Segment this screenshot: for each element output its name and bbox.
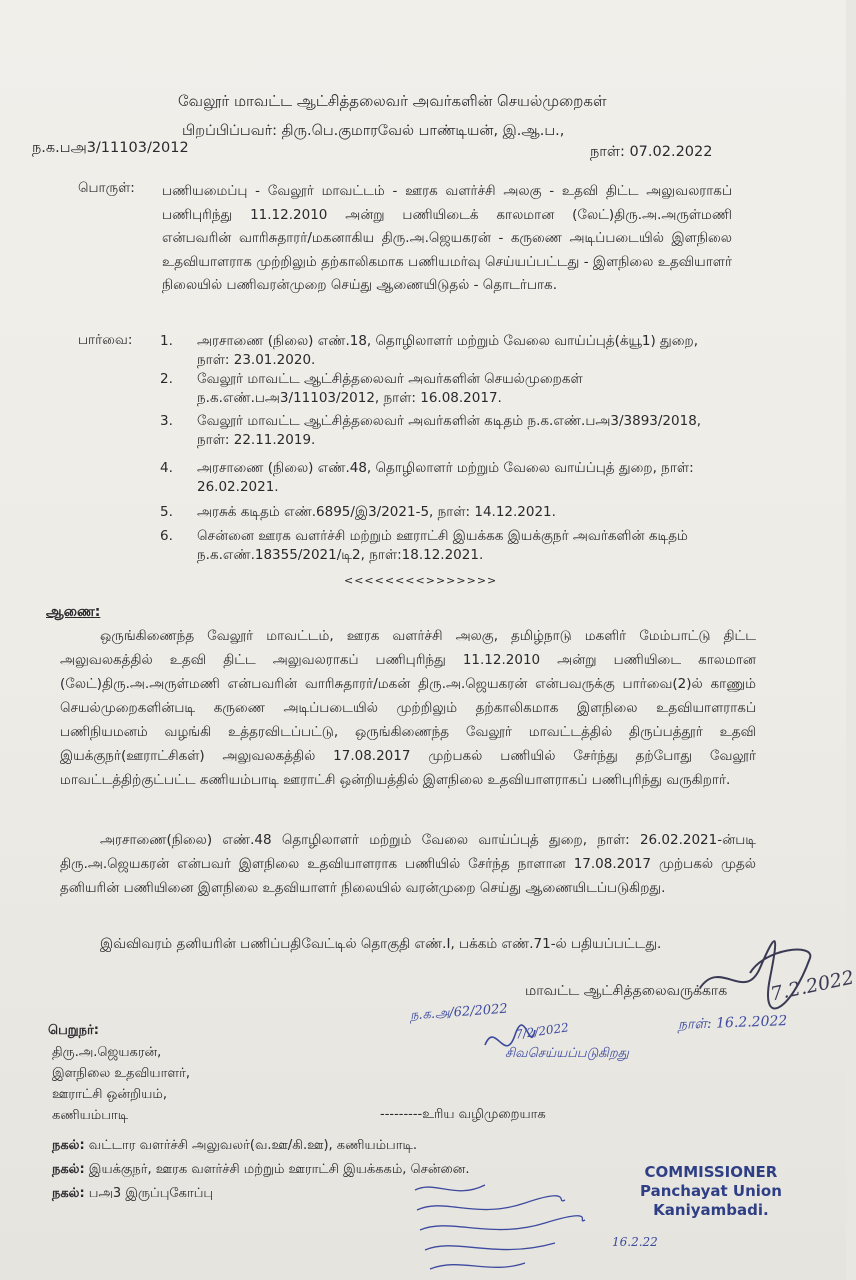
signature-date: 7.2.2022 [768,966,856,1006]
reference-number-1: 1. [160,333,173,349]
order-paragraph-3: இவ்விவரம் தனியரின் பணிப்பதிவேட்டில் தொகுதி எண்.I, பக்கம் எண்.71-ல் பதியப்பட்டது. [100,936,662,952]
through-channel: ---------உரிய வழிமுறையாக [380,1107,546,1122]
handwritten-initial-date: 7/2/2022 [514,1020,570,1042]
reference-text-6: சென்னை ஊரக வளர்ச்சி மற்றும் ஊராட்சி இயக்கக இயக்குநர் அவர்களின் கடிதம் ந.க.எண்.18355/2021/டி2, நாள்:18.12.2021. [197,528,688,563]
reference-text-4: அரசாணை (நிலை) எண்.48, தொழிலாளர் மற்றும் வேலை வாய்ப்புத் துறை, நாள்: 26.02.2021. [197,460,694,495]
stamp-line-1: COMMISSIONER [644,1163,778,1181]
stamp-line-2: Panchayat Union [640,1182,782,1200]
recipient-line-4: கணியம்பாடி [52,1108,129,1123]
copy-line-1 [52,1138,417,1154]
commissioner-stamp [640,1163,782,1220]
reference-text-5: அரசுக் கடிதம் எண்.6895/இ3/2021-5, நாள்: 14.12.2021. [197,504,556,520]
reference-text-3: வேலூர் மாவட்ட ஆட்சித்தலைவர் அவர்களின் கடிதம் ந.க.எண்.பஅ3/3893/2018, நாள்: 22.11.2019. [197,413,702,448]
issuer-line: பிறப்பிப்பவர்: திரு.பெ.குமாரவேல் பாண்டியன், இ.ஆ.ப., [182,123,565,139]
recipient-line-1: திரு.அ.ஜெயகரன், [52,1045,162,1060]
order-date: நாள்: 07.02.2022 [590,144,713,160]
handwritten-acknowledgement [405,1175,595,1275]
recipient-line-3: ஊராட்சி ஒன்றியம், [52,1087,167,1102]
order-paragraph-2: அரசாணை(நிலை) எண்.48 தொழிலாளர் மற்றும் வேலை வாய்ப்புத் துறை, நாள்: 26.02.2021-ன்படி திரு.அ.ஜெயகரன் என்பவர் இளநிலை உதவியாளராக பணியில் சேர்ந்த நாளான 17.08.2017 முற்பகல் முதல் தனியரின் பணியினை இளநிலை உதவியாளர் நிலையில் வரன்முறை செய்து ஆணையிடப்படுகிறது. [60,832,756,896]
copy-label-1: நகல்: [52,1138,85,1153]
subject-text: பணியமைப்பு - வேலூர் மாவட்டம் - ஊரக வளர்ச்சி அலகு - உதவி திட்ட அலுவலராகப் பணிபுரிந்து 11.12.2010 அன்று பணியிடைக் காலமான (லேட்)திரு.அ.அருள்மணி என்பவரின் வாரிசுதாரர்/மகனாகிய திரு.அ.ஜெயகரன் - கருணை அடிப்படையில் இளநிலை உதவியாளராக முற்றிலும் தற்காலிகமாக பணியமர்வு செய்யப்பட்டது - இளநிலை உதவியாளர் நிலையில் பணிவரன்முறை செய்து ஆணையிடுதல் - தொடர்பாக. [162,183,732,293]
recipient-label: பெறுநர்: [48,1023,99,1038]
signature-2 [480,1015,540,1070]
handwritten-note: சிவசெய்யப்படுகிறது [505,1046,629,1061]
handwritten-reference: ந.க.அ/62/2022 [409,1001,509,1024]
copy-label-2: நகல்: [52,1162,85,1177]
reference-number-3: 3. [160,413,173,429]
subject-label: பொருள்: [78,180,135,196]
copy-label-3: நகல்: [52,1186,85,1201]
handwritten-ack-date: 16.2.22 [612,1235,658,1249]
reference-number-5: 5. [160,504,173,520]
section-separator: <<<<<<<<>>>>>>> [344,574,498,587]
reference-number-4: 4. [160,460,173,476]
signature-1 [690,918,840,1018]
copy-text-1: வட்டார வளர்ச்சி அலுவலர்(வ.ஊ/கி.ஊ), கணியம்பாடி. [88,1138,417,1153]
copy-line-3 [52,1186,213,1202]
recipient-line-2: இளநிலை உதவியாளர், [52,1066,191,1081]
office-title: வேலூர் மாவட்ட ஆட்சித்தலைவர் அவர்களின் செயல்முறைகள் [178,92,607,110]
reference-text-2: வேலூர் மாவட்ட ஆட்சித்தலைவர் அவர்களின் செயல்முறைகள் ந.க.எண்.பஅ3/11103/2012, நாள்: 16.08.2017. [197,371,583,406]
reference-number-6: 6. [160,528,173,544]
copy-text-3: பஅ3 இருப்புகோப்பு [88,1186,214,1201]
signoff-text: மாவட்ட ஆட்சித்தலைவருக்காக [525,983,728,999]
reference-text-1: அரசாணை (நிலை) எண்.18, தொழிலாளர் மற்றும் வேலை வாய்ப்புத்(க்யூ1) துறை, நாள்: 23.01.2020. [197,333,699,368]
order-label: ஆணை: [46,604,101,620]
order-paragraph-1: ஒருங்கிணைந்த வேலூர் மாவட்டம், ஊரக வளர்ச்சி அலகு, தமிழ்நாடு மகளிர் மேம்பாட்டு திட்ட அலுவலகத்தில் உதவி திட்ட அலுவலராகப் பணிபுரிந்து 11.12.2010 அன்று பணியிடை காலமான (லேட்)திரு.அ.அருள்மணி என்பவரின் வாரிசுதாரர்/மகன் திரு.அ.ஜெயகரன் என்பவருக்கு பார்வை(2)ல் காணும் செயல்முறைகளின்படி கருணை அடிப்படையில் முற்றிலும் தற்காலிகமாக இளநிலை உதவியாளராகப் பணிநியமனம் வழங்கி உத்தரவிடப்பட்டு, ஒருங்கிணைந்த வேலூர் மாவட்டத்தில் திருப்பத்தூர் உதவி இயக்குநர்(ஊராட்சிகள்) அலுவலகத்தில் 17.08.2017 முற்பகல் பணியில் சேர்ந்து தற்போது வேலூர் மாவட்டத்திற்குட்பட்ட கணியம்பாடி ஊராட்சி ஒன்றியத்தில் இளநிலை உதவியாளராகப் பணிபுரிந்து வருகிறார். [60,628,756,788]
handwritten-date: நாள்: 16.2.2022 [677,1013,788,1033]
reference-number-2: 2. [160,371,173,387]
copy-text-2: இயக்குநர், ஊரக வளர்ச்சி மற்றும் ஊராட்சி இயக்ககம், சென்னை. [88,1162,470,1177]
references-label: பார்வை: [78,332,133,348]
reference-number: ந.க.பஅ3/11103/2012 [32,140,189,156]
stamp-line-3: Kaniyambadi. [653,1201,769,1219]
